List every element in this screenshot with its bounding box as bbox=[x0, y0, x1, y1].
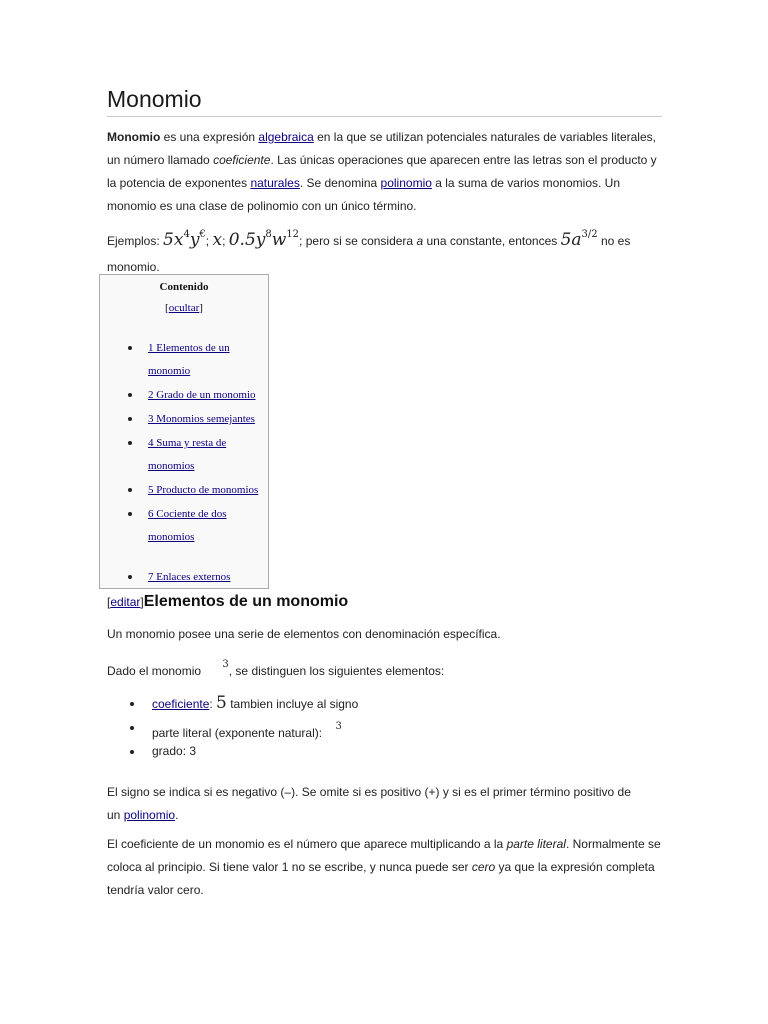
link-coeficiente[interactable]: coeficiente bbox=[152, 697, 210, 711]
section-text: El coeficiente de un monomio es el número que aparece multiplicando a la bbox=[107, 837, 507, 851]
intro-text: la potencia de exponentes bbox=[107, 176, 251, 190]
toc-item-4[interactable] bbox=[148, 432, 266, 478]
example-3: $0.5y^8w^{12}$ bbox=[228, 229, 300, 250]
toc-hide-link[interactable]: ocultar bbox=[168, 302, 200, 314]
link-polinomio[interactable]: polinomio bbox=[380, 176, 432, 190]
italic-cero: cero bbox=[471, 860, 496, 874]
intro-text: en la que se utilizan potenciales naturales de variables literales, bbox=[313, 130, 656, 144]
list-item-grado: grado: 3 bbox=[152, 744, 197, 758]
section-text: coloca al principio. Si tiene valor 1 no se escribe, y nunca puede ser bbox=[107, 860, 472, 874]
list-text: parte literal (exponente natural): bbox=[152, 726, 326, 740]
toc-bullet bbox=[128, 393, 132, 397]
coef-value: 5 bbox=[216, 693, 227, 713]
toc-bullet bbox=[128, 417, 132, 421]
section-paragraph-3 bbox=[107, 781, 687, 827]
section-text: Dado el monomio bbox=[107, 664, 205, 678]
edit-section: [editar] bbox=[107, 595, 144, 609]
toc-item-7-line1[interactable]: 7 Enlaces externos bbox=[148, 571, 231, 583]
examples-paragraph bbox=[107, 222, 687, 280]
list-bullet bbox=[130, 750, 134, 754]
examples-italic-a: a bbox=[416, 234, 424, 248]
intro-italic-coeficiente: coeficiente bbox=[213, 153, 271, 167]
examples-label: Ejemplos: bbox=[107, 234, 164, 248]
toc-bullet bbox=[128, 441, 132, 445]
toc-title: Contenido bbox=[159, 281, 209, 293]
section-text: . Normalmente se bbox=[565, 837, 661, 851]
section-heading-text: Elementos de un monomio bbox=[143, 593, 349, 610]
intro-text: . Se denomina bbox=[299, 176, 381, 190]
monomial-exponent: 3 bbox=[222, 659, 229, 670]
section-text: . bbox=[175, 808, 179, 822]
page-title: Monomio bbox=[107, 86, 662, 117]
toc-item-5-line1[interactable]: 5 Producto de monomios bbox=[148, 484, 259, 496]
toc-bullet bbox=[128, 575, 132, 579]
example-2: x bbox=[212, 230, 223, 250]
link-polinomio-2[interactable]: polinomio bbox=[123, 808, 176, 822]
list-text: tambien incluye al signo bbox=[226, 697, 359, 711]
toc-item-5[interactable] bbox=[148, 479, 268, 502]
table-of-contents bbox=[99, 274, 269, 589]
examples-text: una constante, entonces bbox=[423, 234, 561, 248]
section-paragraph-4 bbox=[107, 833, 687, 902]
intro-text: a la suma de varios monomios. Un bbox=[431, 176, 621, 190]
intro-text: monomio es una clase de polinomio con un único término. bbox=[107, 199, 417, 213]
section-paragraph-2 bbox=[107, 653, 667, 683]
section-text: ya que la expresión completa bbox=[495, 860, 655, 874]
toc-item-7[interactable] bbox=[148, 566, 266, 589]
section-heading bbox=[107, 593, 348, 611]
examples-separator: ; bbox=[222, 234, 229, 248]
edit-section-link[interactable]: editar bbox=[110, 595, 141, 609]
toc-hide-toggle: [ocultar] bbox=[165, 302, 203, 314]
literal-exponent: 3 bbox=[335, 721, 342, 732]
toc-item-4-line1[interactable]: 4 Suma y resta de bbox=[148, 437, 227, 449]
toc-item-3[interactable] bbox=[148, 408, 266, 431]
section-text: El signo se indica si es negativo (–). Se omite si es positivo (+) y si es el primer término positivo de bbox=[107, 785, 631, 799]
link-naturales[interactable]: naturales bbox=[250, 176, 300, 190]
list-item-parte-literal bbox=[152, 717, 342, 743]
example-4: $5a^{3/2}$ bbox=[560, 229, 598, 250]
examples-text: monomio. bbox=[107, 260, 160, 274]
toc-item-3-line1[interactable]: 3 Monomios semejantes bbox=[148, 413, 255, 425]
list-bullet bbox=[130, 726, 134, 730]
list-item-coeficiente: coeficiente: 5 tambien incluye al signo bbox=[152, 693, 359, 713]
toc-item-6-line2[interactable]: monomios bbox=[148, 531, 195, 543]
section-text: tendría valor cero. bbox=[107, 883, 204, 897]
intro-text: un número llamado bbox=[107, 153, 214, 167]
toc-item-4-line2[interactable]: monomios bbox=[148, 460, 195, 472]
italic-parte-literal: parte literal bbox=[506, 837, 566, 851]
example-1: $5x^4y^€$ bbox=[163, 229, 206, 250]
link-algebraica[interactable]: algebraica bbox=[258, 130, 314, 144]
toc-bullet bbox=[128, 346, 132, 350]
toc-item-2-line1[interactable]: 2 Grado de un monomio bbox=[148, 389, 256, 401]
toc-item-1-line2[interactable]: monomio bbox=[148, 365, 191, 377]
toc-item-2[interactable] bbox=[148, 384, 268, 407]
examples-text: no es bbox=[597, 234, 631, 248]
intro-paragraph bbox=[107, 126, 667, 218]
toc-bullet bbox=[128, 488, 132, 492]
list-bullet bbox=[130, 702, 134, 706]
section-text: , se distinguen los siguientes elementos: bbox=[228, 664, 445, 678]
toc-bullet bbox=[128, 512, 132, 516]
intro-term: Monomio bbox=[107, 130, 161, 144]
toc-item-6[interactable] bbox=[148, 503, 266, 549]
section-paragraph-1: Un monomio posee una serie de elementos con denominación específica. bbox=[107, 627, 501, 641]
examples-text: ; pero si se considera bbox=[299, 234, 417, 248]
examples-separator: ; bbox=[205, 234, 213, 248]
intro-text: es una expresión bbox=[160, 130, 259, 144]
section-text: un bbox=[107, 808, 124, 822]
toc-item-1[interactable] bbox=[148, 337, 266, 383]
toc-item-6-line1[interactable]: 6 Cociente de dos bbox=[148, 508, 227, 520]
intro-text: . Las únicas operaciones que aparecen entre las letras son el producto y bbox=[270, 153, 657, 167]
toc-item-1-line1[interactable]: 1 Elementos de un bbox=[148, 342, 230, 354]
